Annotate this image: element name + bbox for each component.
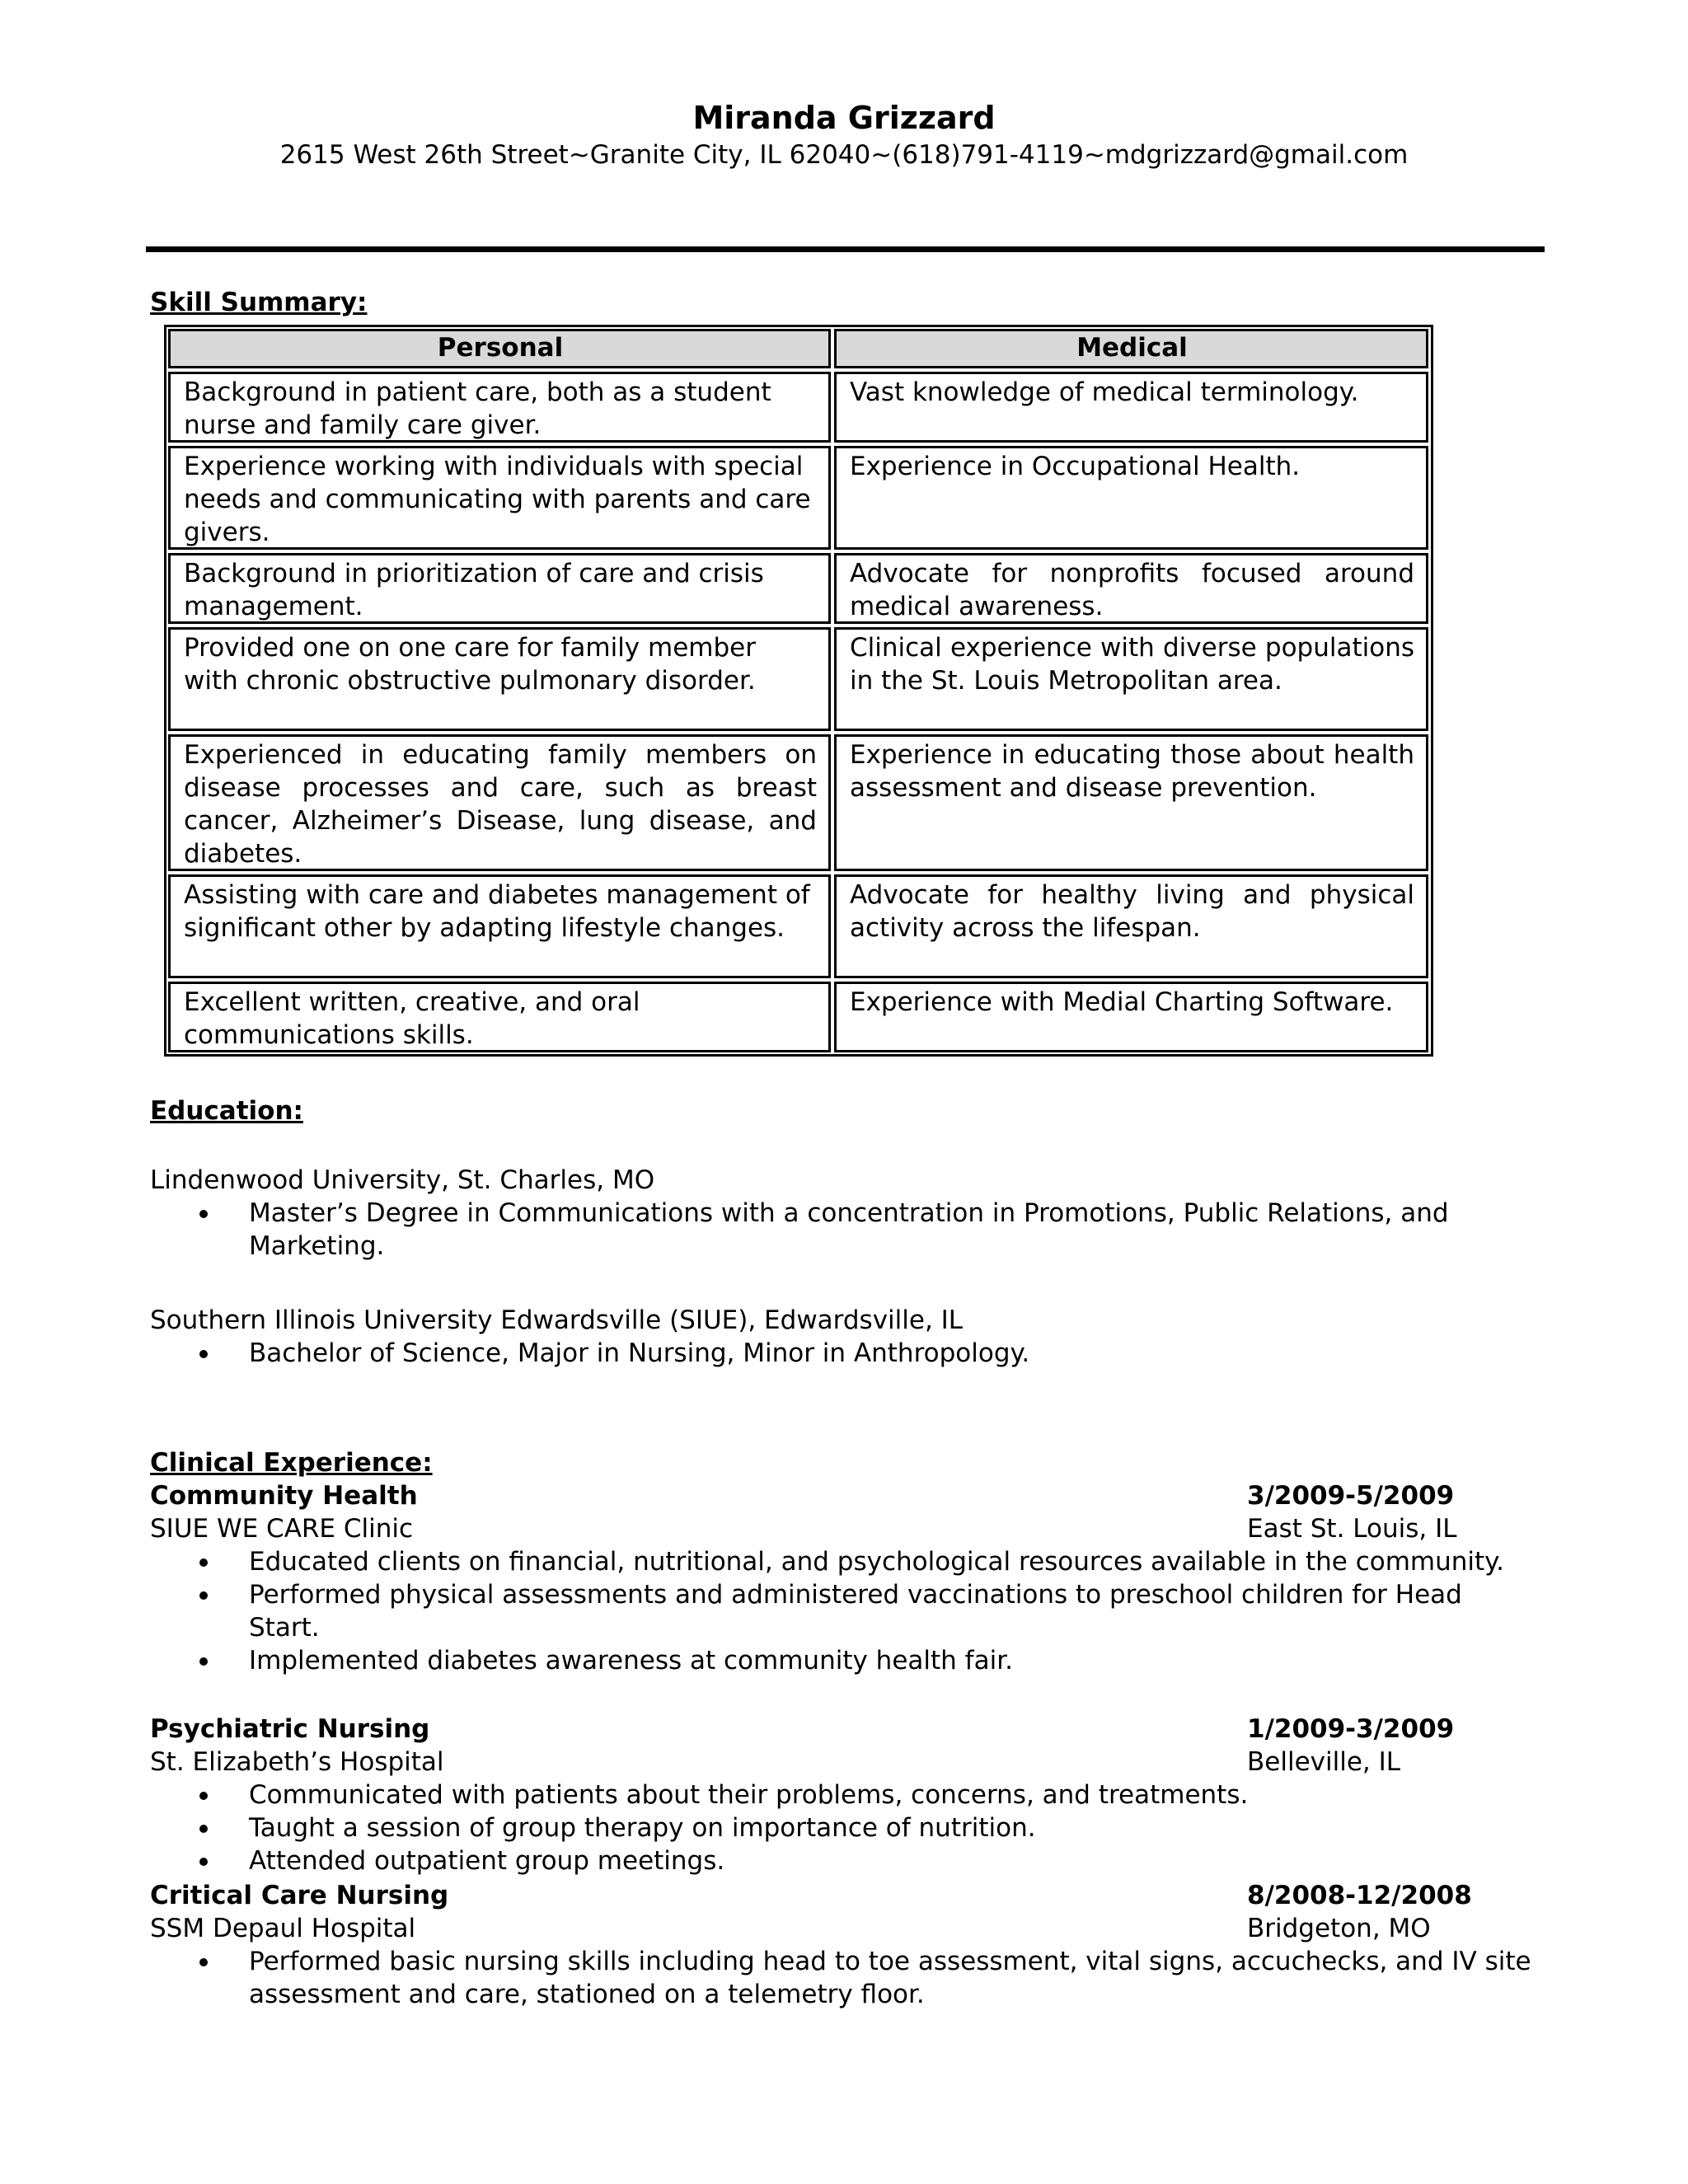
medical-skill-cell: Advocate for nonprofits focused around medical awareness. [834,553,1428,624]
list-item: Master’s Degree in Communications with a concentration in Promotions, Public Relations, and Marketing. [198,1197,1533,1263]
education-details [198,1337,1533,1370]
job-organization: SSM Depaul Hospital [150,1914,416,1943]
job-title: Community Health [150,1481,418,1511]
job-duties [198,1779,1533,1877]
table-row [168,446,1429,550]
job-dates: 1/2009-3/2009 [1247,1714,1455,1744]
personal-skill-cell: Experienced in educating family members on disease processes and care, such as breast cancer, Alzheimer’s Disease, lung disease, and diabetes. [168,734,831,871]
column-header-medical: Medical [834,329,1428,368]
job-location: Belleville, IL [1247,1747,1401,1777]
column-header-personal: Personal [168,329,831,368]
education-details [198,1197,1533,1263]
list-item: Performed basic nursing skills including head to toe assessment, vital signs, accuchecks, and IV site assessment and care, stationed on a telemetry floor. [198,1945,1533,2011]
job-organization: St. Elizabeth’s Hospital [150,1747,444,1777]
list-item: Attended outpatient group meetings. [198,1844,1533,1877]
job-location: Bridgeton, MO [1247,1914,1431,1943]
education-heading: Education: [150,1096,303,1126]
school-name: Southern Illinois University Edwardsville (SIUE), Edwardsville, IL [150,1305,964,1335]
table-row [168,982,1429,1052]
personal-skill-cell: Background in prioritization of care and crisis management. [168,553,831,624]
medical-skill-cell: Vast knowledge of medical terminology. [834,372,1428,443]
medical-skill-cell: Advocate for healthy living and physical activity across the lifespan. [834,874,1428,978]
job-dates: 8/2008-12/2008 [1247,1881,1472,1910]
list-item: Communicated with patients about their problems, concerns, and treatments. [198,1779,1533,1811]
medical-skill-cell: Experience in educating those about health assessment and disease prevention. [834,734,1428,871]
job-duties [198,1545,1533,1677]
candidate-name: Miranda Grizzard [692,100,996,136]
job-title: Critical Care Nursing [150,1881,449,1910]
table-row [168,627,1429,731]
school-name: Lindenwood University, St. Charles, MO [150,1165,655,1195]
job-dates: 3/2009-5/2009 [1247,1481,1455,1511]
personal-skill-cell: Provided one on one care for family member with chronic obstructive pulmonary disorder. [168,627,831,731]
medical-skill-cell: Experience with Medial Charting Software. [834,982,1428,1052]
contact-line: 2615 West 26th Street~Granite City, IL 62040~(618)791-4119~mdgrizzard@gmail.com [279,140,1409,170]
list-item: Educated clients on financial, nutritional, and psychological resources available in the community. [198,1545,1533,1578]
job-location: East St. Louis, IL [1247,1514,1457,1544]
job-title: Psychiatric Nursing [150,1714,430,1744]
table-row [168,372,1429,443]
job-duties [198,1945,1533,2011]
personal-skill-cell: Experience working with individuals with special needs and communicating with parents and care givers. [168,446,831,550]
table-header-row [168,329,1429,368]
personal-skill-cell: Assisting with care and diabetes management of significant other by adapting lifestyle changes. [168,874,831,978]
table-row [168,734,1429,871]
list-item: Performed physical assessments and administered vaccinations to preschool children for Head Start. [198,1578,1533,1644]
medical-skill-cell: Clinical experience with diverse populations in the St. Louis Metropolitan area. [834,627,1428,731]
personal-skill-cell: Background in patient care, both as a student nurse and family care giver. [168,372,831,443]
skill-summary-heading: Skill Summary: [150,288,368,317]
header-divider [146,246,1545,252]
table-row [168,553,1429,624]
list-item: Taught a session of group therapy on importance of nutrition. [198,1811,1533,1844]
personal-skill-cell: Excellent written, creative, and oral communications skills. [168,982,831,1052]
table-row [168,874,1429,978]
job-organization: SIUE WE CARE Clinic [150,1514,414,1544]
list-item: Implemented diabetes awareness at community health fair. [198,1644,1533,1677]
clinical-experience-heading: Clinical Experience: [150,1448,433,1478]
skill-summary-table [164,325,1433,1057]
medical-skill-cell: Experience in Occupational Health. [834,446,1428,550]
list-item: Bachelor of Science, Major in Nursing, Minor in Anthropology. [198,1337,1533,1370]
